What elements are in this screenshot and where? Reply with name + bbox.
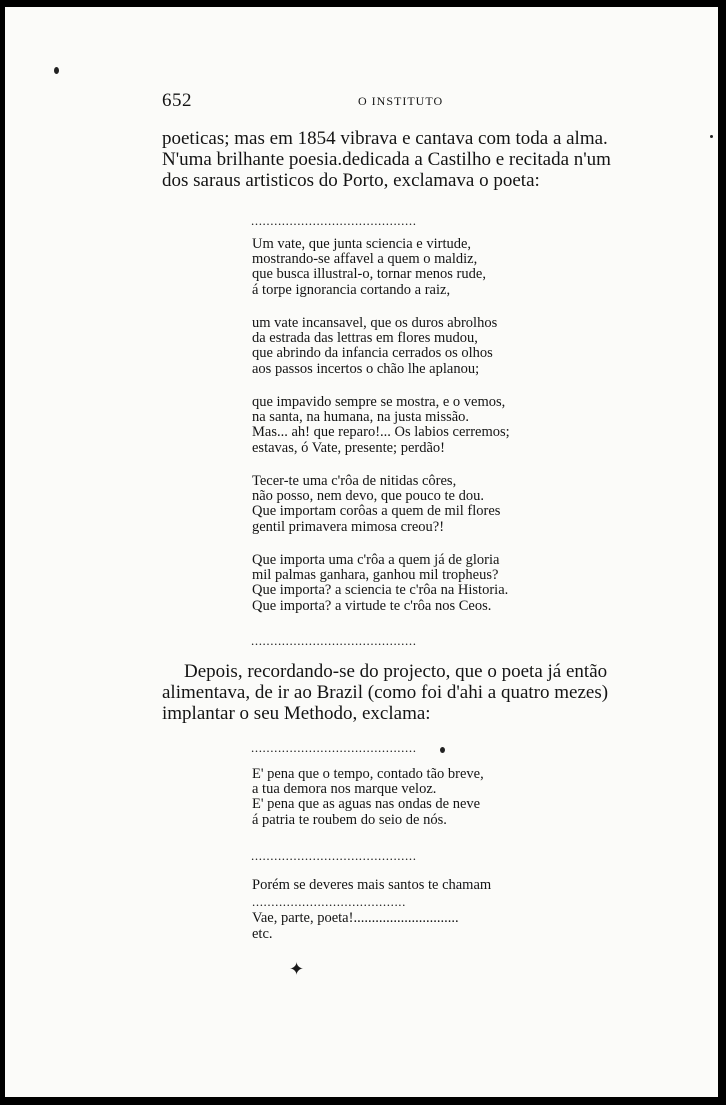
- verse-line: E' pena que o tempo, contado tão breve,: [252, 766, 484, 782]
- text-line: alimentava, de ir ao Brazil (como foi d'ahi a quatro mezes): [162, 682, 609, 703]
- closing-verse-line: Vae, parte, poeta!.............................: [252, 910, 459, 926]
- verse-line: que busca illustral-o, tornar menos rude,: [252, 266, 486, 283]
- text-line: dos saraus artisticos do Porto, exclamava o poeta:: [162, 170, 540, 191]
- verse-line: Um vate, que junta sciencia e virtude,: [252, 236, 472, 252]
- verse-line: não posso, nem devo, que pouco te dou.: [252, 488, 484, 505]
- text-line: implantar o seu Methodo, exclama:: [162, 703, 431, 724]
- verse-line: que abrindo da infancia cerrados os olhos: [252, 345, 493, 362]
- verse-line: gentil primavera mimosa creou?!: [252, 518, 445, 535]
- closing-etc: etc.: [252, 926, 273, 942]
- verse-line: Mas... ah! que reparo!... Os labios cerremos;: [252, 424, 510, 441]
- poem-stanza-1: [252, 237, 486, 298]
- verse-line: a tua demora nos marque veloz.: [252, 781, 437, 798]
- verse-line: Tecer-te uma c'rôa de nitidas côres,: [252, 473, 457, 489]
- verse-line: Que importa? a virtude te c'rôa nos Ceos.: [252, 597, 492, 614]
- verse-line: á torpe ignorancia cortando a raiz,: [252, 281, 451, 298]
- verse-line: um vate incansavel, que os duros abrolhos: [252, 315, 498, 331]
- ink-speck: [710, 135, 713, 138]
- running-title: O INSTITUTO: [358, 94, 444, 108]
- poem-stanza-5: [252, 553, 508, 614]
- paragraph-depois: [162, 661, 634, 724]
- text-line: Depois, recordando-se do projecto, que o poeta já então: [184, 661, 608, 682]
- verse-line: aos passos incertos o chão lhe aplanou;: [252, 360, 480, 377]
- paragraph-intro: [162, 128, 634, 191]
- verse-line: E' pena que as aguas nas ondas de neve: [252, 796, 481, 813]
- verse-line: Que importam corôas a quem de mil flores: [252, 503, 501, 520]
- verse-line: mil palmas ganhara, ganhou mil tropheus?: [252, 567, 499, 584]
- ink-blot-ornament: ✦: [289, 959, 305, 979]
- ellipsis-line: ...........................................: [251, 740, 417, 755]
- page-header: [162, 90, 634, 114]
- poem-stanza-4: [252, 474, 500, 535]
- verse-line: que impavido sempre se mostra, e o vemos,: [252, 394, 506, 410]
- verse-line: Que importa uma c'rôa a quem já de gloria: [252, 552, 500, 568]
- verse-line: á patria te roubem do seio de nós.: [252, 811, 447, 828]
- ellipsis-line: ...........................................: [251, 848, 417, 863]
- ellipsis-line: ...........................................: [251, 633, 417, 648]
- ink-speck: [440, 747, 445, 753]
- text-line: poeticas; mas em 1854 vibrava e cantava com toda a alma.: [162, 128, 608, 149]
- page-number: 652: [162, 90, 192, 111]
- poem-stanza-3: [252, 395, 510, 456]
- ellipsis-line: ...........................................: [251, 213, 417, 228]
- verse-line: da estrada das lettras em flores mudou,: [252, 330, 478, 347]
- poem-stanza-6: [252, 767, 484, 828]
- verse-line: na santa, na humana, na justa missão.: [252, 409, 470, 426]
- verse-line: estavas, ó Vate, presente; perdão!: [252, 439, 445, 456]
- book-page: [5, 7, 718, 1097]
- closing-dots: ........................................: [252, 894, 406, 909]
- verse-line: mostrando-se affavel a quem o maldiz,: [252, 251, 478, 268]
- poem-stanza-2: [252, 316, 497, 377]
- ink-speck: [54, 67, 59, 74]
- text-line: N'uma brilhante poesia.dedicada a Castilho e recitada n'um: [162, 149, 611, 170]
- verse-line: Que importa? a sciencia te c'rôa na Historia.: [252, 582, 509, 599]
- closing-verse-line: Porém se deveres mais santos te chamam: [252, 877, 492, 893]
